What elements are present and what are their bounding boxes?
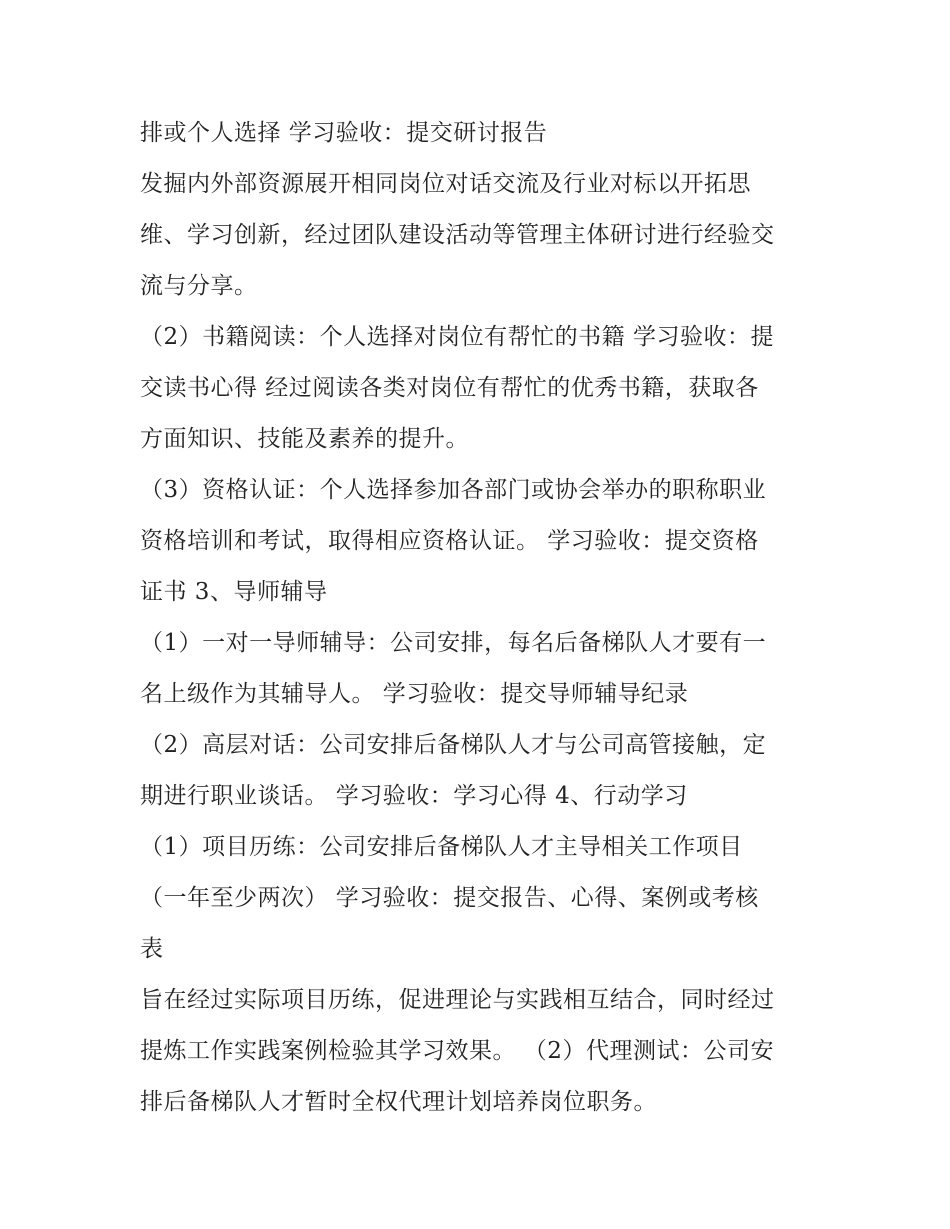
text-line-14: 期进行职业谈话。 学习验收：学习心得 4、行动学习 — [140, 783, 688, 809]
text-line-2: 发掘内外部资源展开相同岗位对话交流及行业对标以开拓思 — [140, 171, 751, 197]
text-line-20: 排后备梯队人才暂时全权代理计划培养岗位职务。 — [140, 1089, 657, 1115]
text-line-12: 名上级作为其辅导人。 学习验收：提交导师辅导纪录 — [140, 681, 689, 707]
text-line-7: 方面知识、技能及素养的提升。 — [140, 426, 469, 452]
text-line-13: （2）高层对话：公司安排后备梯队人才与公司高管接触，定 — [140, 732, 767, 758]
text-line-5: （2）书籍阅读：个人选择对岗位有帮忙的书籍 学习验收：提 — [140, 324, 774, 350]
text-line-1: 排或个人选择 学习验收：提交研讨报告 — [140, 120, 548, 146]
text-line-6: 交读书心得 经过阅读各类对岗位有帮忙的优秀书籍，获取各 — [140, 375, 759, 401]
text-line-16: （一年至少两次） 学习验收：提交报告、心得、案例或考核 — [140, 885, 759, 911]
text-line-18: 旨在经过实际项目历练，促进理论与实践相互结合，同时经过 — [140, 987, 775, 1013]
text-line-11: （1）一对一导师辅导：公司安排，每名后备梯队人才要有一 — [140, 630, 767, 656]
text-line-8: （3）资格认证：个人选择参加各部门或协会举办的职称职业 — [140, 477, 767, 503]
text-line-15: （1）项目历练：公司安排后备梯队人才主导相关工作项目 — [140, 834, 743, 860]
text-line-3: 维、学习创新，经过团队建设活动等管理主体研讨进行经验交 — [140, 222, 775, 248]
document-body — [140, 108, 840, 1128]
text-line-9: 资格培训和考试，取得相应资格认证。 学习验收：提交资格 — [140, 528, 759, 554]
text-line-4: 流与分享。 — [140, 273, 258, 299]
text-line-19: 提炼工作实践案例检验其学习效果。 （2）代理测试：公司安 — [140, 1038, 774, 1064]
text-line-10: 证书 3、导师辅导 — [140, 579, 328, 605]
text-line-17: 表 — [140, 936, 164, 962]
